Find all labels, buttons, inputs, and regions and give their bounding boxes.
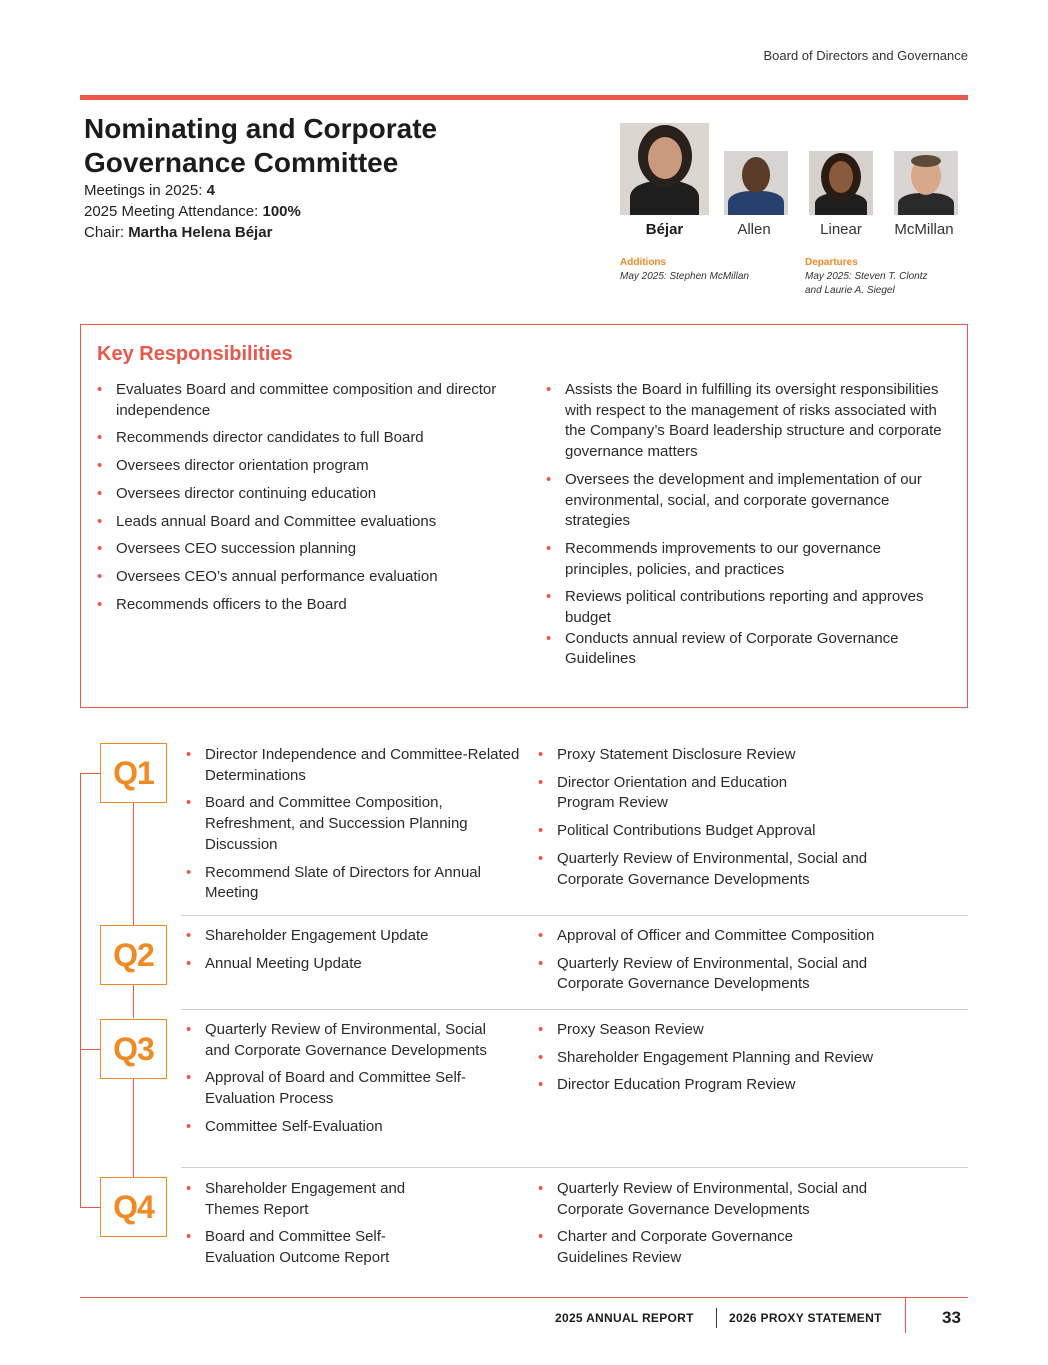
attendance-value: 100% — [262, 203, 301, 220]
q2-right-list — [538, 926, 958, 1002]
footer-divider — [905, 1297, 906, 1333]
q4-right-list — [538, 1179, 958, 1276]
page-number: 33 — [942, 1308, 961, 1327]
additions-note — [620, 256, 749, 284]
q2-left-list — [186, 926, 526, 981]
departures-note — [805, 256, 927, 298]
list-item: • Quarterly Review of Environmental, Social and Corporate Governance Developments — [538, 849, 958, 890]
list-item: • Quarterly Review of Environmental, Social and Corporate Governance Developments — [538, 1179, 958, 1220]
additions-label: Additions — [620, 257, 667, 268]
list-item: • Quarterly Review of Environmental, Social and Corporate Governance Developments — [186, 1020, 526, 1061]
member-name: Allen — [737, 221, 771, 238]
list-item: • Charter and Corporate Governance Guidelines Review — [538, 1227, 958, 1268]
list-item: • Director Orientation and Education Program Review — [538, 773, 958, 814]
list-item: • Oversees director continuing education — [97, 484, 502, 505]
list-item: • Proxy Statement Disclosure Review — [538, 745, 958, 766]
q1-left-list — [186, 745, 526, 911]
quarter-badge-q4: Q4 — [100, 1177, 167, 1237]
member-name: Béjar — [645, 221, 684, 238]
top-rule — [80, 95, 968, 100]
quarter-divider — [181, 915, 968, 916]
list-item: • Leads annual Board and Committee evaluations — [97, 512, 502, 533]
timeline-connector — [133, 802, 134, 925]
list-item: • Shareholder Engagement Update — [186, 926, 526, 947]
list-item: • Oversees director orientation program — [97, 456, 502, 477]
list-item: • Annual Meeting Update — [186, 954, 526, 975]
member-name: McMillan — [894, 221, 954, 238]
list-item: • Oversees CEO’s annual performance evaluation — [97, 567, 502, 588]
portrait-photo — [809, 151, 873, 215]
quarter-badge-q3: Q3 — [100, 1019, 167, 1079]
list-item: • Recommends officers to the Board — [97, 595, 502, 616]
list-item: • Assists the Board in fulfilling its oversight responsibilities with respect to the management of risks associated with the Company’s Board leadership structure and corporate governance matters — [546, 380, 951, 463]
member-allen — [724, 151, 788, 238]
timeline-line — [80, 773, 81, 1208]
footer-rule — [80, 1297, 968, 1298]
portrait-photo — [894, 151, 958, 215]
additions-text: May 2025: Stephen McMillan — [620, 271, 749, 282]
q1-right-list — [538, 745, 958, 897]
committee-title: Nominating and Corporate Governance Committee — [84, 113, 438, 178]
list-item: • Proxy Season Review — [538, 1020, 958, 1041]
quarter-divider — [181, 1009, 968, 1010]
member-name: Linear — [820, 221, 862, 238]
portrait-photo — [724, 151, 788, 215]
departures-line-2: and Laurie A. Siegel — [805, 285, 895, 296]
committee-header — [84, 112, 584, 243]
quarter-badge-q1: Q1 — [100, 743, 167, 803]
list-item: • Board and Committee Composition, Refreshment, and Succession Planning Discussion — [186, 793, 526, 855]
list-item: • Recommend Slate of Directors for Annual Meeting — [186, 863, 526, 904]
q4-left-list — [186, 1179, 526, 1276]
chair-label: Chair: — [84, 224, 129, 241]
list-item: • Oversees the development and implementation of our environmental, social, and corporate governance strategies — [546, 470, 951, 532]
responsibilities-left — [97, 380, 502, 622]
departures-label: Departures — [805, 257, 858, 268]
meetings-value: 4 — [206, 182, 215, 199]
list-item: • Director Education Program Review — [538, 1075, 958, 1096]
chair-line — [84, 222, 584, 243]
chair-value: Martha Helena Béjar — [128, 224, 273, 241]
meetings-line — [84, 180, 584, 201]
footer-separator — [716, 1308, 717, 1328]
meetings-label: Meetings in 2025: — [84, 182, 207, 199]
list-item: • Reviews political contributions reporting and approves budget — [546, 587, 951, 628]
attendance-line — [84, 201, 584, 222]
q3-left-list — [186, 1020, 526, 1145]
list-item: • Shareholder Engagement Planning and Review — [538, 1048, 958, 1069]
member-bejar — [620, 123, 709, 238]
footer-proxy-statement: 2026 PROXY STATEMENT — [729, 1311, 882, 1325]
section-label: Board of Directors and Governance — [763, 48, 968, 63]
footer-annual-report: 2025 ANNUAL REPORT — [555, 1311, 694, 1325]
member-linear — [809, 151, 873, 238]
list-item: • Committee Self-Evaluation — [186, 1117, 526, 1138]
list-item: • Director Independence and Committee-Related Determinations — [186, 745, 526, 786]
quarter-divider — [181, 1167, 968, 1168]
list-item: • Board and Committee Self-Evaluation Outcome Report — [186, 1227, 526, 1268]
attendance-label: 2025 Meeting Attendance: — [84, 203, 263, 220]
member-mcmillan — [894, 151, 958, 238]
list-item: • Conducts annual review of Corporate Governance Guidelines — [546, 629, 951, 670]
timeline-connector — [80, 1207, 100, 1208]
quarter-badge-q2: Q2 — [100, 925, 167, 985]
list-item: • Oversees CEO succession planning — [97, 539, 502, 560]
portrait-photo — [620, 123, 709, 215]
key-responsibilities-title: Key Responsibilities — [97, 343, 293, 365]
timeline-connector — [80, 1049, 100, 1050]
list-item: • Quarterly Review of Environmental, Social and Corporate Governance Developments — [538, 954, 958, 995]
key-responsibilities-box — [80, 324, 968, 708]
responsibilities-right — [546, 380, 951, 677]
departures-line-1: May 2025: Steven T. Clontz — [805, 271, 928, 282]
list-item: • Recommends improvements to our governance principles, policies, and practices — [546, 539, 951, 580]
list-item: • Political Contributions Budget Approval — [538, 821, 958, 842]
list-item: • Approval of Board and Committee Self-Evaluation Process — [186, 1068, 526, 1109]
member-portraits — [618, 123, 968, 253]
timeline-connector — [133, 985, 134, 1018]
q3-right-list — [538, 1020, 958, 1103]
list-item: • Recommends director candidates to full Board — [97, 428, 502, 449]
timeline-connector — [80, 773, 100, 774]
list-item: • Approval of Officer and Committee Composition — [538, 926, 958, 947]
list-item: • Shareholder Engagement and Themes Report — [186, 1179, 526, 1220]
list-item: • Evaluates Board and committee composition and director independence — [97, 380, 502, 421]
timeline-connector — [133, 1079, 134, 1177]
